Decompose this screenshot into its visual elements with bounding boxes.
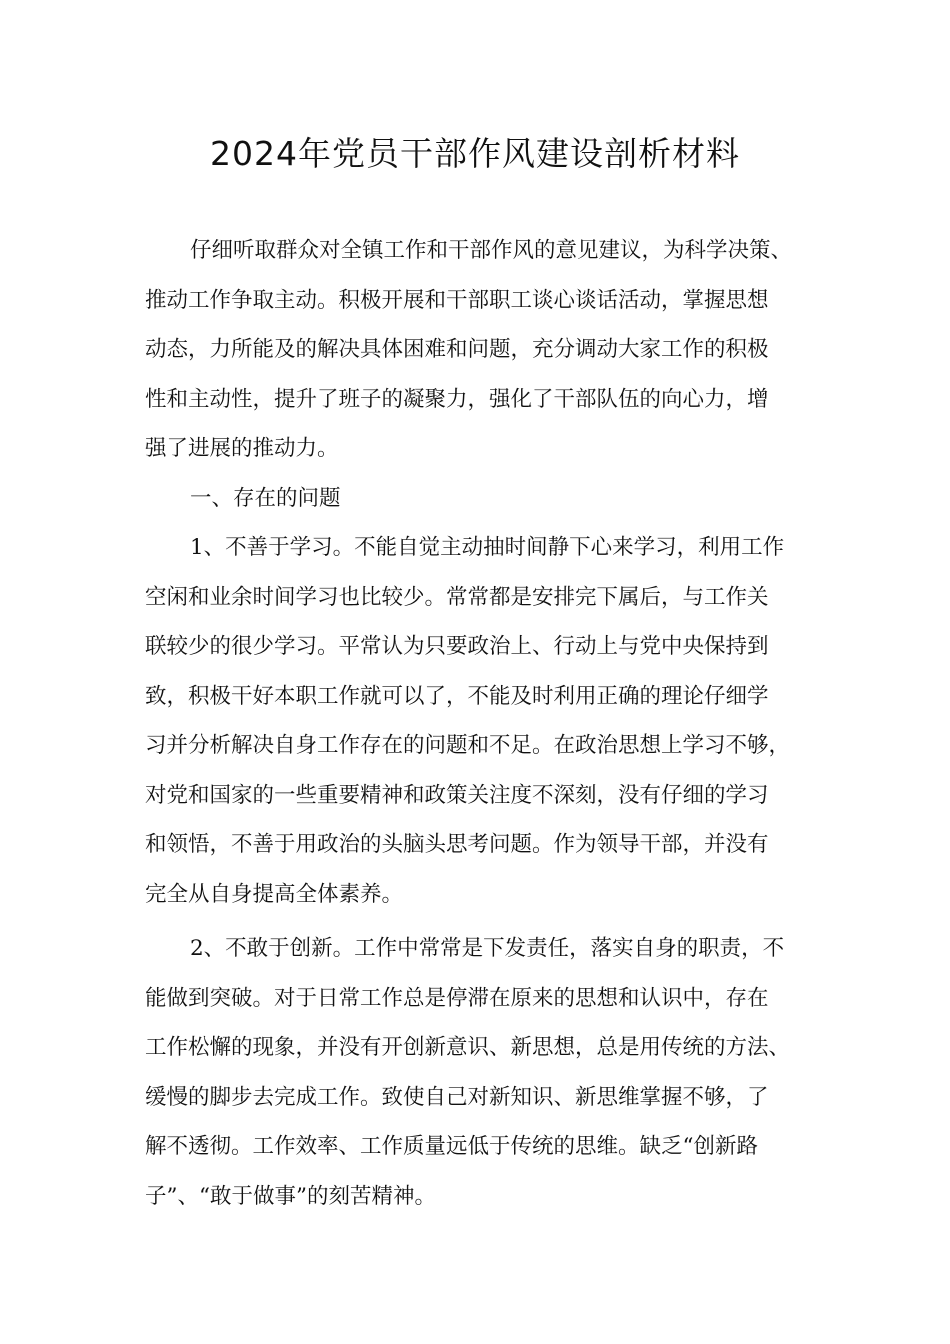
document-body [145, 226, 835, 1221]
paragraph-line: 和领悟，不善于用政治的头脑头思考问题。作为领导干部，并没有 [145, 832, 769, 857]
paragraph-line: 完全从自身提高全体素养。 [145, 881, 404, 907]
paragraph-line: 联较少的很少学习。平常认为只要政治上、行动上与党中央保持到 [145, 634, 769, 659]
paragraph-line: 推动工作争取主动。积极开展和干部职工谈心谈话活动，掌握思想 [145, 287, 769, 313]
paragraph-line: 动态，力所能及的解决具体困难和问题，充分调动大家工作的积极 [145, 337, 769, 362]
paragraph-line: 1、不善于学习。不能自觉主动抽时间静下心来学习，利用工作 [190, 535, 785, 560]
paragraph-line: 致，积极干好本职工作就可以了，不能及时利用正确的理论仔细学 [145, 683, 769, 709]
paragraph-line: 性和主动性，提升了班子的凝聚力，强化了干部队伍的向心力，增 [145, 386, 769, 412]
document-title: 2024年党员干部作风建设剖析材料 [210, 134, 740, 173]
section-heading: 一、存在的问题 [190, 485, 341, 511]
paragraph-line: 2、不敢于创新。工作中常常是下发责任，落实自身的职责，不 [190, 936, 785, 961]
intro-paragraph [145, 226, 835, 474]
item-1-paragraph [145, 523, 835, 919]
paragraph-line: 子”、“敢于做事”的刻苦精神。 [145, 1183, 436, 1209]
paragraph-line: 缓慢的脚步去完成工作。致使自己对新知识、新思维掌握不够，了 [145, 1084, 769, 1110]
paragraph-line: 强了进展的推动力。 [145, 436, 339, 461]
paragraph-line: 习并分析解决自身工作存在的问题和不足。在政治思想上学习不够， [145, 733, 791, 758]
paragraph-line: 对党和国家的一些重要精神和政策关注度不深刻，没有仔细的学习 [145, 782, 769, 808]
item-2-paragraph [145, 924, 835, 1221]
paragraph-line: 能做到突破。对于日常工作总是停滞在原来的思想和认识中，存在 [145, 985, 769, 1011]
paragraph-line: 仔细听取群众对全镇工作和干部作风的意见建议，为科学决策、 [190, 238, 793, 263]
paragraph-line: 工作松懈的现象，并没有开创新意识、新思想，总是用传统的方法、 [145, 1035, 791, 1060]
paragraph-line: 空闲和业余时间学习也比较少。常常都是安排完下属后，与工作关 [145, 584, 769, 610]
paragraph-line: 解不透彻。工作效率、工作质量远低于传统的思维。缺乏“创新路 [145, 1134, 758, 1159]
